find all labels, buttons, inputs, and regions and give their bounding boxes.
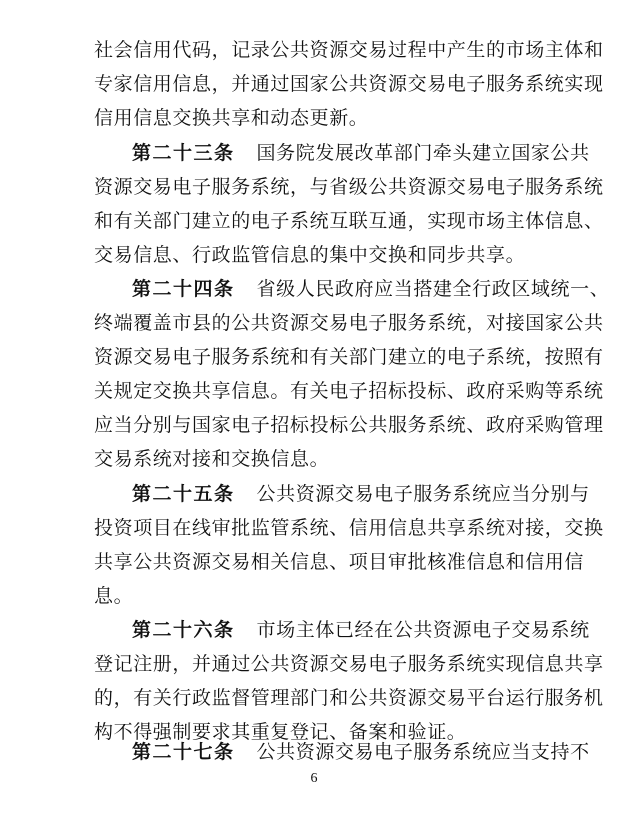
- line-text: 交易信息、行政监管信息的集中交换和同步共享。: [94, 244, 526, 266]
- body-line: [94, 344, 604, 370]
- line-text: 和有关部门建立的电子系统互联互通，实现市场主体信息、: [94, 210, 604, 232]
- line-text: 市场主体已经在公共资源电子交易系统: [256, 619, 590, 641]
- body-line: [94, 412, 604, 438]
- line-text: 的，有关行政监督管理部门和公共资源交易平台运行服务机: [94, 687, 604, 709]
- body-line: [94, 549, 585, 575]
- line-text: 省级人民政府应当搭建全行政区域统一、: [256, 278, 610, 300]
- article-heading: 第二十五条: [132, 483, 235, 505]
- line-text: 专家信用信息，并通过国家公共资源交易电子服务系统实现: [94, 73, 604, 95]
- line-text: 登记注册，并通过公共资源交易电子服务系统实现信息共享: [94, 653, 604, 675]
- body-line: [94, 583, 534, 609]
- line-text: 息。: [94, 585, 134, 607]
- line-text: 社会信用代码，记录公共资源交易过程中产生的市场主体和: [94, 39, 604, 61]
- line-text: 关规定交换共享信息。有关电子招标投标、政府采购等系统: [94, 380, 604, 402]
- body-line: [94, 242, 534, 268]
- body-line: [94, 651, 604, 677]
- line-text: 公共资源交易电子服务系统应当支持不: [256, 741, 590, 763]
- article-24-first-line: [132, 276, 610, 302]
- line-text: 交易系统对接和交换信息。: [94, 448, 330, 470]
- article-25-first-line: [132, 481, 590, 507]
- article-heading: 第二十四条: [132, 278, 235, 300]
- body-line: [94, 174, 604, 200]
- line-text: 信用信息交换共享和动态更新。: [94, 107, 369, 129]
- line-text: 终端覆盖市县的公共资源交易电子服务系统，对接国家公共: [94, 312, 604, 334]
- article-heading: 第二十三条: [132, 142, 235, 164]
- article-26-first-line: [132, 617, 590, 643]
- line-text: 国务院发展改革部门牵头建立国家公共: [256, 142, 590, 164]
- body-line: [94, 515, 604, 541]
- body-line: [94, 208, 604, 234]
- page-number: 6: [310, 771, 318, 786]
- line-text: 资源交易电子服务系统和有关部门建立的电子系统，按照有: [94, 346, 604, 368]
- line-text: 公共资源交易电子服务系统应当分别与: [256, 483, 590, 505]
- body-line: [94, 37, 604, 63]
- article-27-first-line: [132, 739, 590, 765]
- body-line: [94, 71, 604, 97]
- article-heading: 第二十七条: [132, 741, 235, 763]
- article-heading: 第二十六条: [132, 619, 235, 641]
- body-line: [94, 105, 534, 131]
- article-23-first-line: [132, 140, 590, 166]
- line-text: 资源交易电子服务系统，与省级公共资源交易电子服务系统: [94, 176, 604, 198]
- line-text: 共享公共资源交易相关信息、项目审批核准信息和信用信: [94, 551, 585, 573]
- body-line: [94, 446, 534, 472]
- line-text: 应当分别与国家电子招标投标公共服务系统、政府采购管理: [94, 414, 604, 436]
- body-line: [94, 310, 604, 336]
- body-line: [94, 685, 604, 711]
- body-line: [94, 378, 604, 404]
- line-text: 构不得强制要求其重复登记、备案和验证。: [94, 721, 467, 743]
- line-text: 投资项目在线审批监管系统、信用信息共享系统对接，交换: [94, 517, 604, 539]
